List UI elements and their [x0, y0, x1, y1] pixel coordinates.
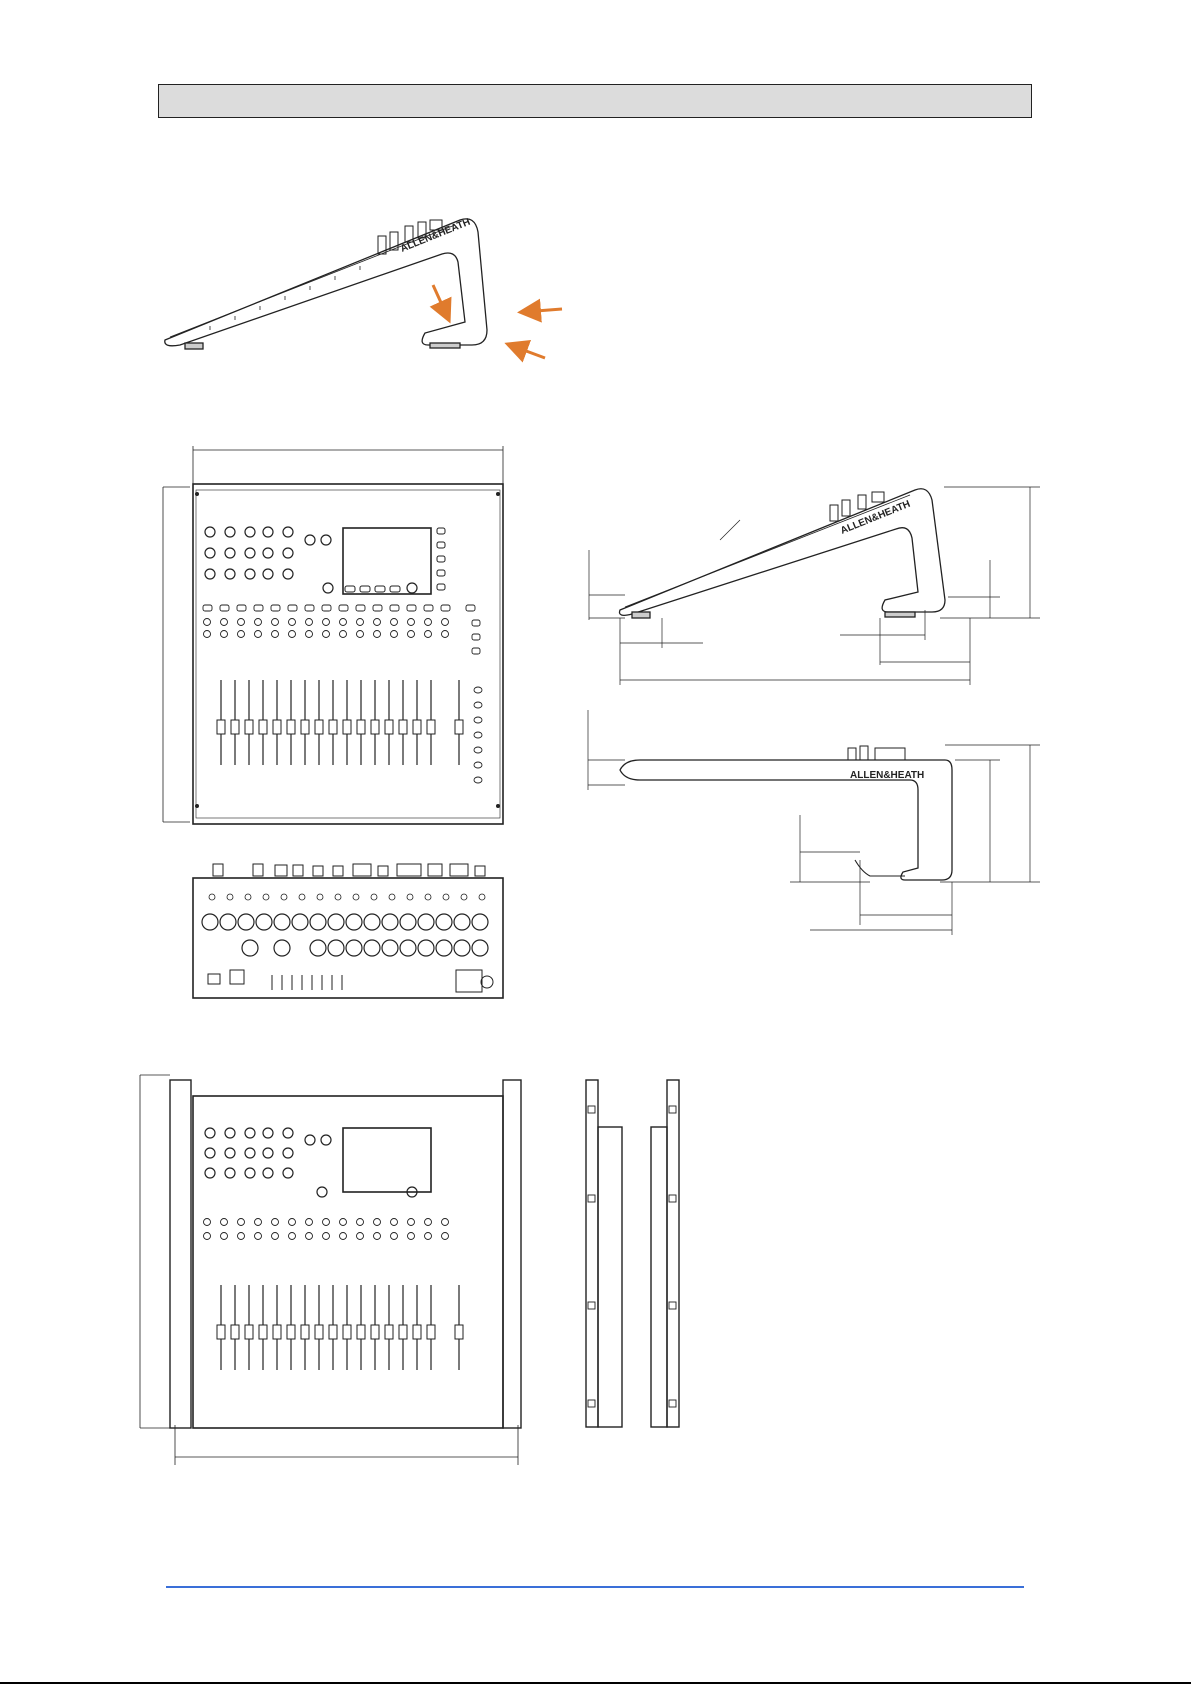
channel-faders [221, 680, 459, 765]
bottom-rule [0, 1682, 1191, 1684]
arrow-icon [433, 285, 448, 318]
side-view-dimensioned [589, 487, 1040, 685]
rear-panel [193, 864, 503, 998]
footer-rule [166, 1586, 1024, 1588]
brand-label-flat: ALLEN&HEATH [850, 770, 925, 781]
side-view-flat [588, 710, 1040, 935]
side-view-angled [165, 217, 487, 349]
brand-label-angled: ALLEN&HEATH [399, 216, 472, 255]
arrow-icon [523, 309, 562, 312]
arrow-icon [510, 345, 545, 358]
top-view-console [163, 446, 503, 824]
rack-mount-view [140, 1075, 521, 1465]
brand-label-dimensioned: ALLEN&HEATH [839, 498, 912, 537]
rack-ears [586, 1080, 679, 1427]
